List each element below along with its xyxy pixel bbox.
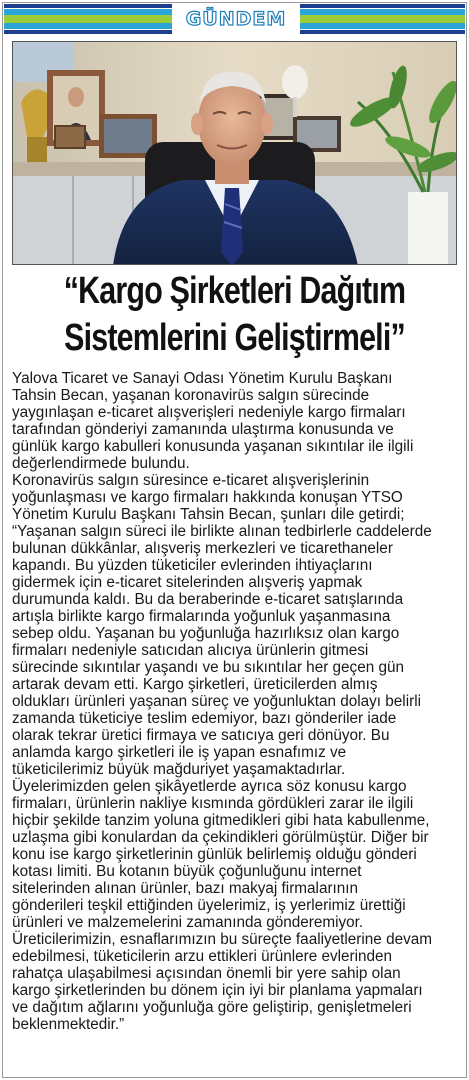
body-line: Tahsin Becan, yaşanan koronavirüs salgın sürecinde [12,387,370,404]
body-line: kotası limiti. Bu kotanın büyük çoğunluğunu internet [12,863,362,880]
body-line: firmaları, ürünlerin nakliye kısmında gördükleri zarar ile ilgili [12,795,414,812]
body-line: gidermek için e-ticaret sitelerinden alışveriş yapmak [12,574,363,591]
body-line: gönderileri teşkil ettiğinden üyelerimiz, iş yerlerimiz ürettiği [12,897,406,914]
body-line: Yalova Ticaret ve Sanayi Odası Yönetim Kurulu Başkanı [12,370,393,387]
body-line: kapandı. Bu yüzden tüketiciler evlerinden ihtiyaçlarını [12,557,373,574]
body-line: rahatça ulaşabilmesi açısından önemli bir yere sahip olan [12,965,401,982]
article-photo [12,41,457,265]
body-line: Yönetim Kurulu Başkanı Tahsin Becan, şunları dile getirdi; [12,506,405,523]
body-line: artarak devam etti. Kargo şirketleri, üreticilerden almış [12,676,378,693]
body-line: tarafından gönderiyi zamanında ulaştırma konusunda ve [12,421,394,438]
body-line: Üreticilerimizin, esnaflarımızın bu süreçte faaliyetlerine devam [12,931,432,948]
headline-line-1: “Kargo Şirketleri Dağıtım [63,270,406,312]
body-line: kargo şirketlerinden bu dönem için iyi bir planlama yapmaları [12,982,423,999]
body-line: hiçbir şekilde tanzim yoluna gitmedikleri gibi hata kabullenme, [12,812,430,829]
body-line: artışla birlikte kargo firmalarında yoğunluk yaşanmasına [12,608,391,625]
section-banner [4,4,465,35]
body-line: bulunan dükkânlar, alışveriş merkezleri ve ticarethaneler [12,540,393,557]
body-line: uzlaşma gibi konulardan da çekindikleri görülmüştür. Diğer bir [12,829,429,846]
headline-line-2: Sistemlerini Geliştirmeli” [64,317,405,359]
body-line: yaygınlaşan e-ticaret alışverişleri nedeniyle kargo firmaları [12,404,406,421]
body-line: edebilmesi, tüketicilerin arzu ettikleri ürünlere evlerinden [12,948,393,965]
body-line: sürecinde sıkıntılar yaşandı ve bu sıkıntılar her geçen gün [12,659,404,676]
body-line: konu ise kargo şirketlerinin günlük belirlemiş olduğu gönderi [12,846,417,863]
article-body [12,370,459,1033]
body-line: sebep oldu. Yaşanan bu yoğunluğa hazırlıksız olan kargo [12,625,400,642]
body-line: oldukları ürünleri yaşanan süreç ve yoğunluktan dolayı belirli [12,693,421,710]
office-portrait-image [13,42,457,265]
body-line: Koronavirüs salgın süresince e-ticaret alışverişlerinin [12,472,370,489]
body-line: firmaları nedeniyle satıcıdan alıcıya ürünlerin gitmesi [12,642,369,659]
section-label: GÜNDEM [185,8,287,30]
body-line: beklenmektedir.” [12,1016,125,1033]
body-line: “Yaşanan salgın süreci ile birlikte alınan tedbirlerle caddelerde [12,523,432,540]
body-line: anlamda kargo şirketleri ile iş yapan esnafımız ve [12,744,347,761]
body-line: ve dağıtım ağlarını yoğunluğa göre geliştirip, genişletmeleri [12,999,412,1016]
body-line: yoğunlaşması ve kargo firmaları hakkında konuşan YTSO [12,489,403,506]
body-line: sitelerinden alınan ürünler, bazı makyaj firmalarının [12,880,359,897]
body-line: günlük kargo kabulleri konusunda yaşanan sıkıntılar ile ilgili [12,438,414,455]
body-line: değerlendirmede bulundu. [12,455,190,472]
body-line: tüketicilerimiz büyük mağduriyet yaşamaktadırlar. [12,761,346,778]
body-line: zamanda tüketiciye teslim edemiyor, bazı gönderiler iade [12,710,397,727]
body-line: durumunda kaldı. Bu da beraberinde e-ticaret satışlarında [12,591,404,608]
body-line: Üyelerimizden gelen şikâyetlerde ayrıca söz konusu kargo [12,778,407,795]
article-headline [10,268,459,362]
body-line: ürünleri ve malzemelerini zamanında gönderemiyor. [12,914,364,931]
body-line: olarak tekrar üretici firmaya ve satıcıya geri dönüyor. Bu [12,727,390,744]
